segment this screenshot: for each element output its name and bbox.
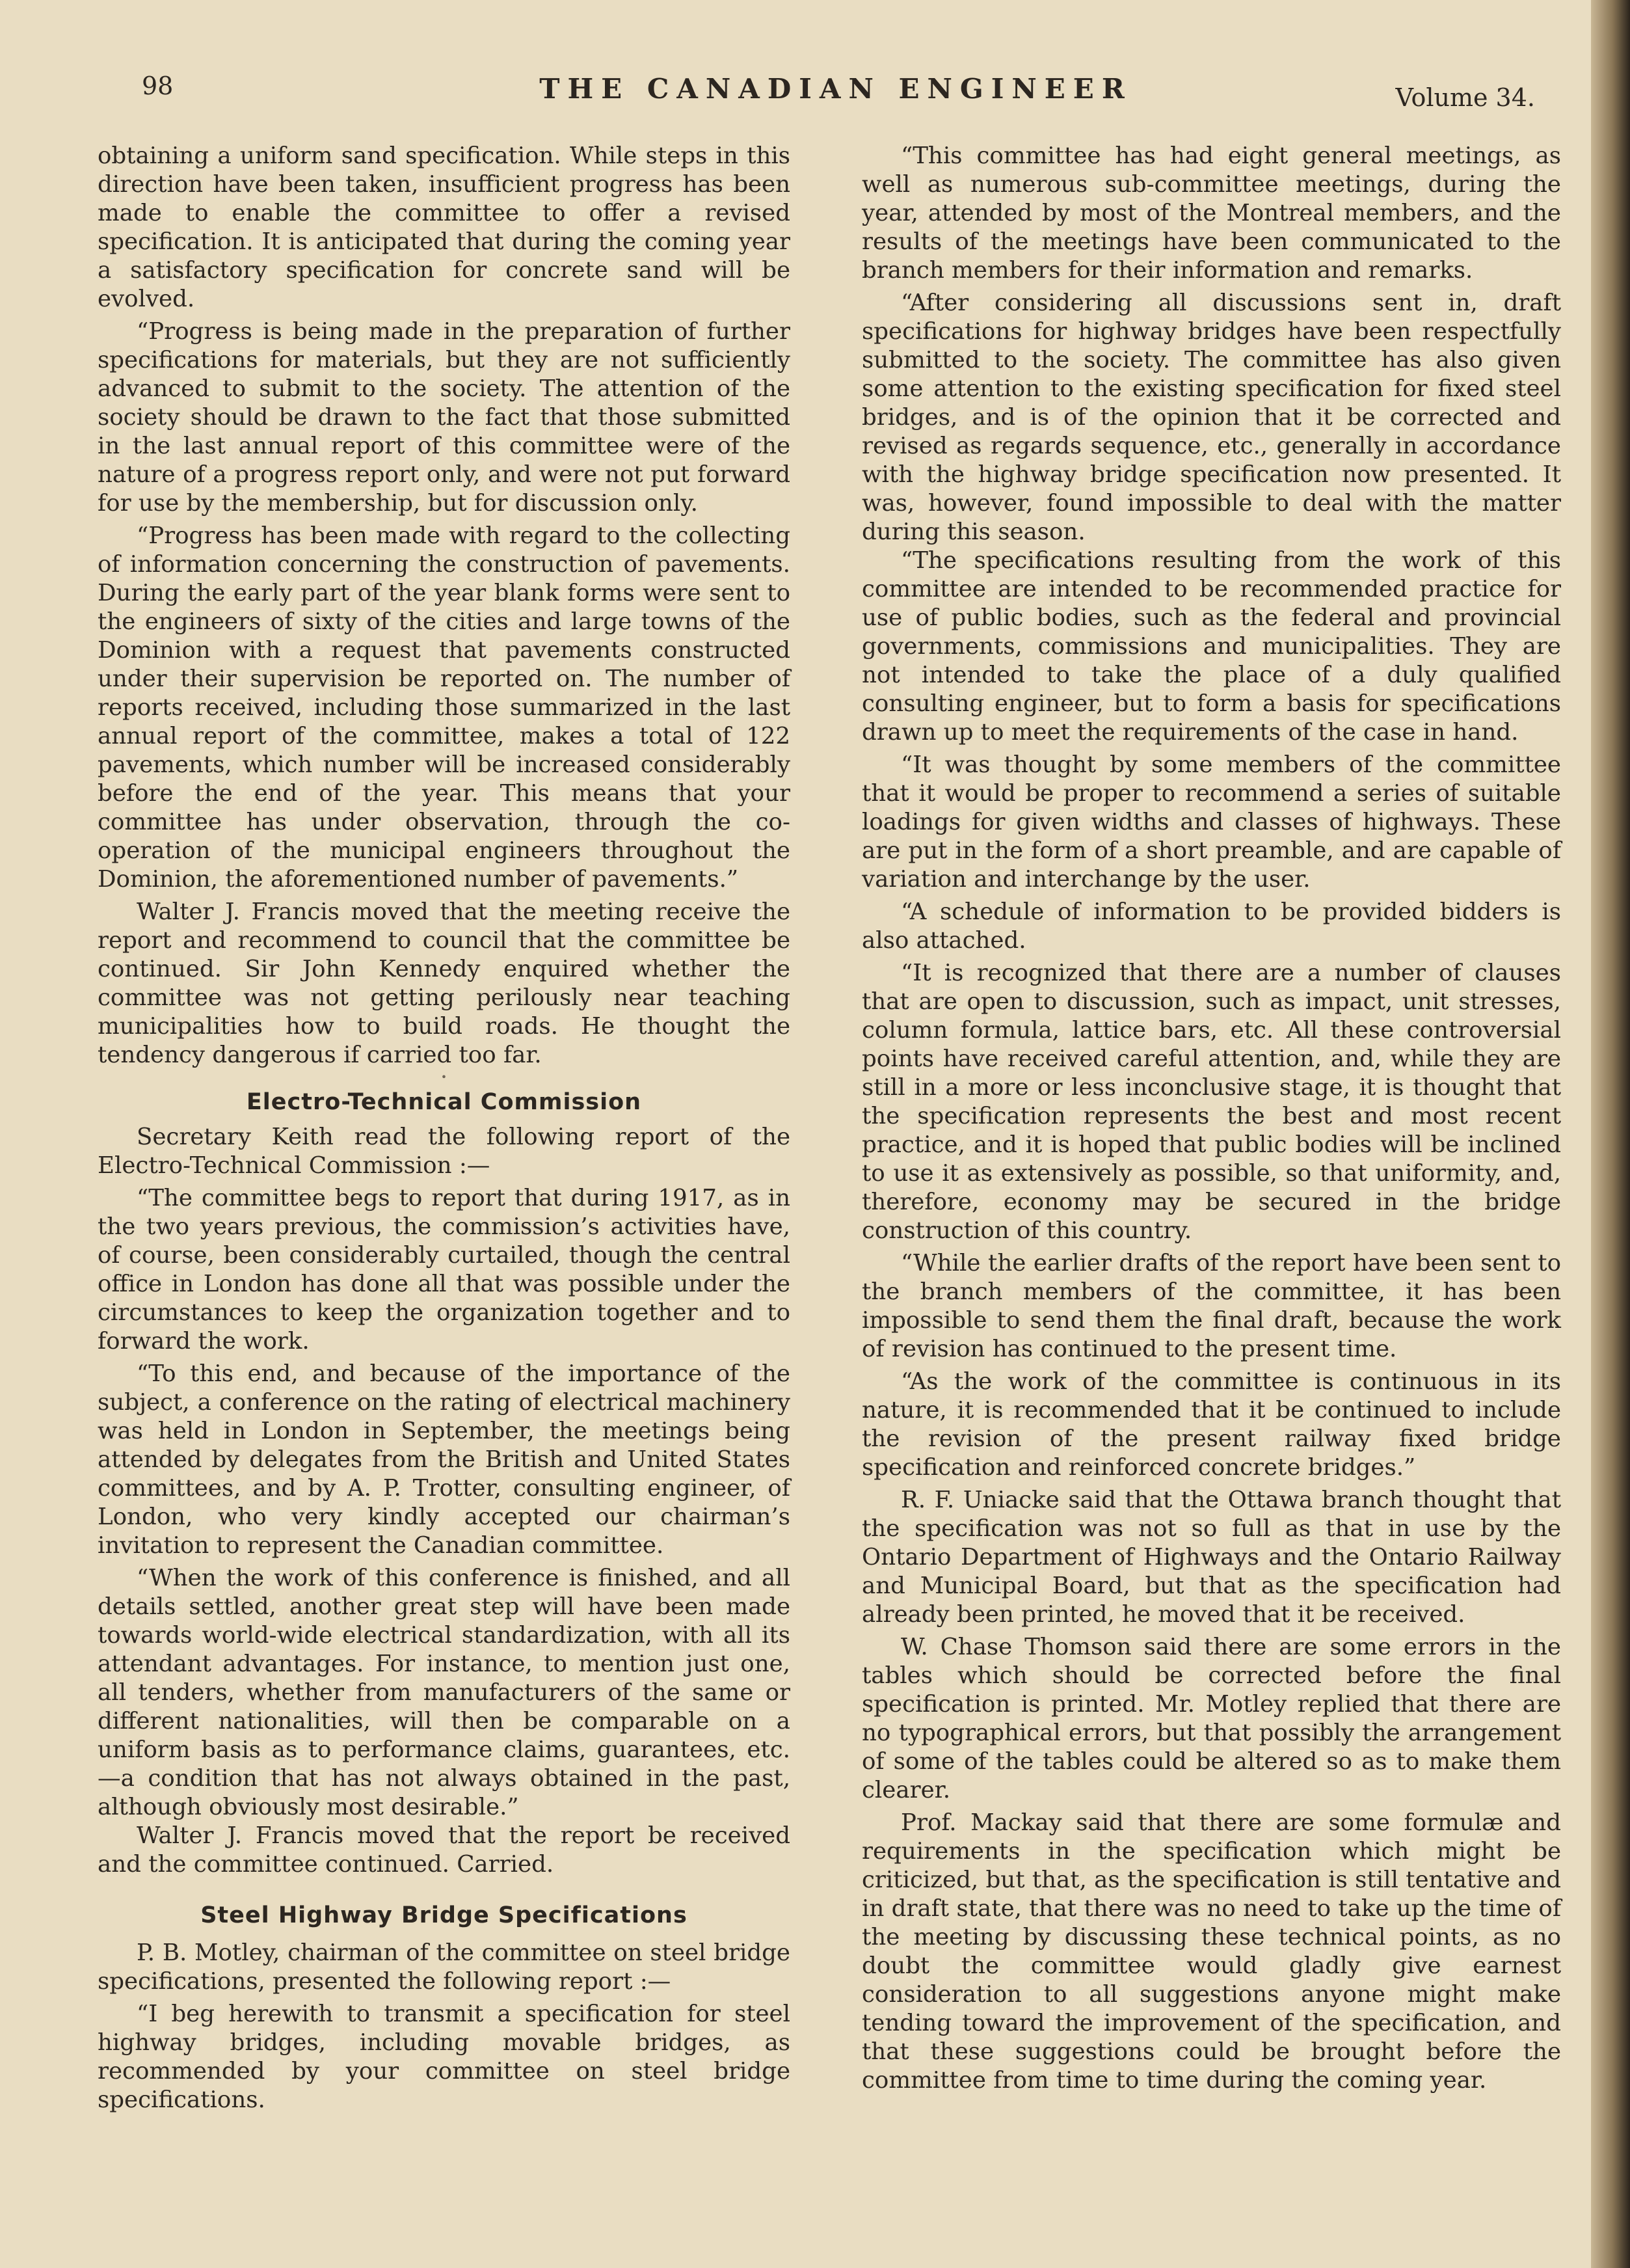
paragraph: P. B. Motley, chairman of the committee on steel bridge specifications, presented the following report :—	[98, 1939, 790, 1995]
left-column	[98, 142, 790, 2114]
paragraph: “When the work of this conference is finished, and all details settled, another great step will have been made towards world-wide electrical standardization, with all its attendant advantages. For instance, to mention just one, all tenders, whether from manufacturers of the same or different nationalities, will then be comparable on a uniform basis as to performance claims, guarantees, etc. —a condition that has not always obtained in the past, although obviously most desirable.”	[98, 1565, 790, 1820]
page-edge-shadow	[1591, 0, 1630, 2268]
paragraph: “As the work of the committee is continuous in its nature, it is recommended that it be continued to include the revision of the present railway fixed bridge specification and reinforced concrete bridges.”	[862, 1368, 1561, 1481]
paragraph: “The committee begs to report that during 1917, as in the two years previous, the commission’s activities have, of course, been considerably curtailed, though the central office in London has done all that was possible under the circumstances to keep the organization together and to forward the work.	[98, 1185, 790, 1355]
journal-title: THE CANADIAN ENGINEER	[539, 73, 1132, 105]
right-column	[862, 142, 1561, 2095]
paragraph: “After considering all discussions sent in, draft specifications for highway bridges have been respectfully submitted to the society. The committee has also given some attention to the existing specification for fixed steel bridges, and is of the opinion that it be corrected and revised as regards sequence, etc., generally in accordance with the highway bridge specification now presented. It was, however, found impossible to deal with the matter during this season.	[862, 290, 1561, 545]
paragraph: “Progress has been made with regard to the collecting of information concerning the construction of pavements. During the early part of the year blank forms were sent to the engineers of sixty of the cities and large towns of the Dominion with a request that pavements constructed under their supervision be reported on. The number of reports received, including those summarized in the last annual report of the committee, makes a total of 122 pavements, which number will be increased considerably before the end of the year. This means that your committee has under observation, through the co-operation of the municipal engineers throughout the Dominion, the aforementioned number of pavements.”	[98, 522, 790, 893]
paragraph: “This committee has had eight general meetings, as well as numerous sub-committee meetings, during the year, attended by most of the Montreal members, and the results of the meetings have been communicated to the branch members for their information and remarks.	[862, 142, 1561, 284]
paragraph: R. F. Uniacke said that the Ottawa branch thought that the specification was not so full as that in use by the Ontario Department of Highways and the Ontario Railway and Municipal Board, but that as the specification had already been printed, he moved that it be received.	[862, 1487, 1561, 1628]
paragraph: obtaining a uniform sand specification. While steps in this direction have been taken, insufficient progress has been made to enable the committee to offer a revised specification. It is anticipated that during the coming year a satisfactory specification for concrete sand will be evolved.	[98, 142, 790, 312]
paragraph: Secretary Keith read the following report of the Electro-Technical Commission :—	[98, 1124, 790, 1179]
paragraph: “It was thought by some members of the committee that it would be proper to recommend a series of suitable loadings for given widths and classes of highways. These are put in the form of a short preamble, and are capable of variation and interchange by the user.	[862, 751, 1561, 893]
volume-label: Volume 34.	[1395, 83, 1535, 112]
paragraph: “Progress is being made in the preparation of further specifications for materials, but they are not sufficiently advanced to submit to the society. The attention of the society should be drawn to the fact that those submitted in the last annual report of this committee were of the nature of a progress report only, and were not put forward for use by the membership, but for discussion only.	[98, 318, 790, 517]
section-heading-electro-technical: Electro-Technical Commission	[246, 1089, 642, 1115]
paragraph: “A schedule of information to be provided bidders is also attached.	[862, 898, 1561, 954]
paragraph: Walter J. Francis moved that the report be received and the committee continued. Carried.	[98, 1822, 790, 1878]
paragraph: “To this end, and because of the importance of the subject, a conference on the rating of electrical machinery was held in London in September, the meetings being attended by delegates from the British and United States committees, and by A. P. Trotter, consulting engineer, of London, who very kindly accepted our chairman’s invitation to represent the Canadian committee.	[98, 1360, 790, 1559]
page-number: 98	[142, 72, 174, 100]
page-header	[137, 65, 1535, 117]
paragraph: Walter J. Francis moved that the meeting receive the report and recommend to council that the committee be continued. Sir John Kennedy enquired whether the committee was not getting perilously near teaching municipalities how to build roads. He thought the tendency dangerous if carried too far.	[98, 898, 790, 1068]
paragraph: “I beg herewith to transmit a specification for steel highway bridges, including movable bridges, as recommended by your committee on steel bridge specifications.	[98, 2001, 790, 2113]
paragraph: “The specifications resulting from the work of this committee are intended to be recommended practice for use of public bodies, such as the federal and provincial governments, commissions and municipalities. They are not intended to take the place of a duly qualified consulting engineer, but to form a basis for specifications drawn up to meet the requirements of the case in hand.	[862, 547, 1561, 746]
paragraph: “It is recognized that there are a number of clauses that are open to discussion, such as impact, unit stresses, column formula, lattice bars, etc. All these controversial points have received careful attention, and, while they are still in a more or less inconclusive stage, it is thought that the specification represents the best and most recent practice, and it is hoped that public bodies will be inclined to use it as extensively as possible, so that uniformity, and, therefore, economy may be secured in the bridge construction of this country.	[862, 960, 1561, 1244]
paragraph: W. Chase Thomson said there are some errors in the tables which should be corrected before the final specification is printed. Mr. Motley replied that there are no typographical errors, but that possibly the arrangement of some of the tables could be altered so as to make them clearer.	[862, 1634, 1561, 1803]
paragraph: Prof. Mackay said that there are some formulæ and requirements in the specification which might be criticized, but that, as the specification is still tentative and in draft state, that there was no need to take up the time of the meeting by discussing these technical points, as no doubt the committee would gladly give earnest consideration to all suggestions anyone might make tending toward the improvement of the specification, and that these suggestions could be brought before the committee from time to time during the coming year.	[862, 1809, 1561, 2094]
section-ornament: •	[440, 1071, 448, 1083]
paragraph: “While the earlier drafts of the report have been sent to the branch members of the committee, it has been impossible to send them the final draft, because the work of revision has continued to the present time.	[862, 1250, 1561, 1362]
section-heading-steel-bridge: Steel Highway Bridge Specifications	[200, 1902, 688, 1928]
